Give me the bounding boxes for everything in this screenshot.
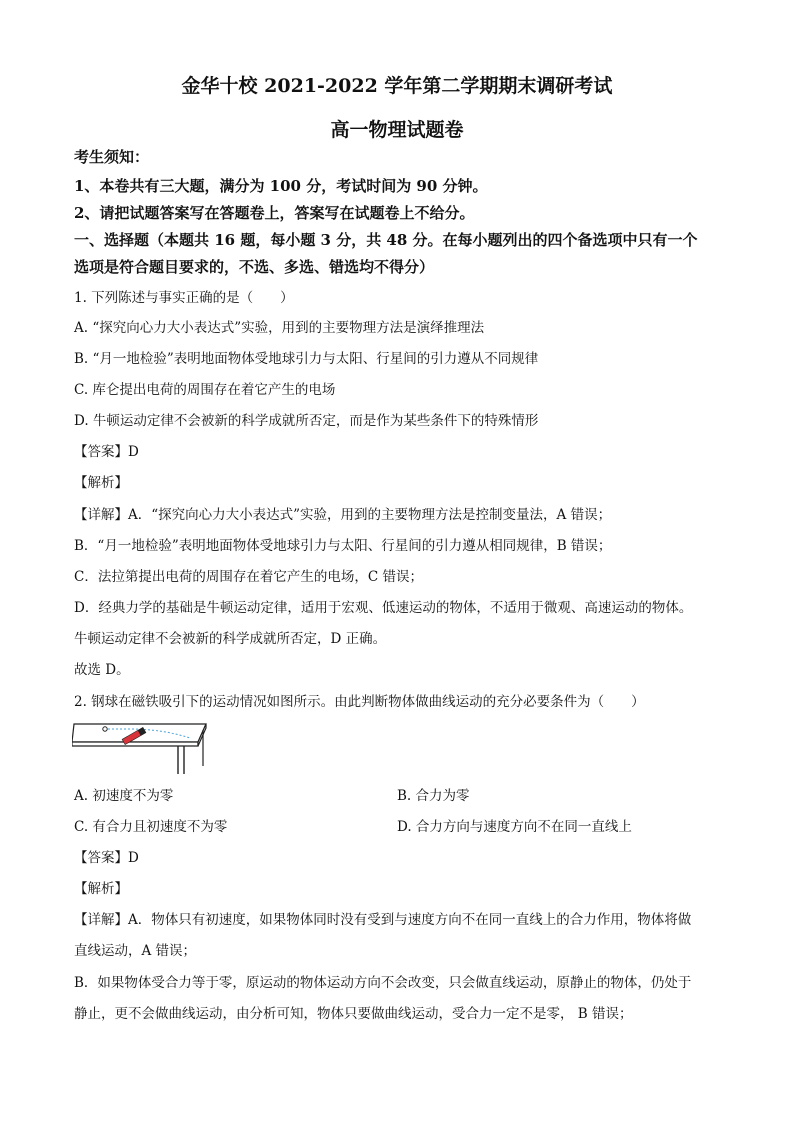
q2-option-d: D. 合力方向与速度方向不在同一直线上: [397, 819, 632, 835]
q1-analysis-label: 【解析】: [74, 475, 128, 491]
q1-option-a: A. “探究向心力大小表达式”实验，用到的主要物理方法是演绎推理法: [74, 320, 485, 336]
q1-conclusion: 故选 D。: [74, 662, 130, 678]
q2-stem: 2. 钢球在磁铁吸引下的运动情况如图所示。由此判断物体做曲线运动的充分必要条件为（ ）: [74, 694, 645, 710]
q1-option-b: B. “月一地检验”表明地面物体受地球引力与太阳、行星间的引力遵从不同规律: [74, 351, 539, 367]
q1-detail-d-line1: D．经典力学的基础是牛顿运动定律，适用于宏观、低速运动的物体，不适用于微观、高速运动的物体。: [74, 600, 693, 616]
q2-option-a: A. 初速度不为零: [74, 788, 174, 804]
section-1-intro-line2: 选项是符合题目要求的，不选、多选、错选均不得分）: [74, 258, 435, 276]
q1-detail-c: C．法拉第提出电荷的周围存在着它产生的电场，C 错误；: [74, 569, 423, 585]
q1-answer: 【答案】D: [74, 444, 139, 460]
q1-stem: 1. 下列陈述与事实正确的是（ ）: [74, 290, 294, 306]
q2-option-b: B. 合力为零: [397, 788, 470, 804]
q2-detail-b-line2: 静止，更不会做曲线运动，由分析可知，物体只要做曲线运动，受合力一定不是零， B 错误；: [74, 1006, 633, 1022]
q2-detail-a-line1: 【详解】A．物体只有初速度，如果物体同时没有受到与速度方向不在同一直线上的合力作用，物体将做: [74, 912, 692, 928]
q2-analysis-label: 【解析】: [74, 881, 128, 897]
q1-option-c: C. 库仑提出电荷的周围存在着它产生的电场: [74, 382, 336, 398]
q1-detail-a: 【详解】A．“探究向心力大小表达式”实验，用到的主要物理方法是控制变量法，A 错误；: [74, 507, 612, 523]
notice-heading: 考生须知：: [74, 148, 150, 166]
exam-title: 金华十校 2021-2022 学年第二学期期末调研考试: [181, 75, 613, 97]
q2-detail-a-line2: 直线运动，A 错误；: [74, 943, 197, 959]
q1-option-d: D. 牛顿运动定律不会被新的科学成就所否定，而是作为某些条件下的特殊情形: [74, 413, 539, 429]
notice-item-2: 2、请把试题答案写在答题卷上，答案写在试题卷上不给分。: [74, 204, 475, 222]
q1-detail-b: B．“月一地检验”表明地面物体受地球引力与太阳、行星间的引力遵从相同规律，B 错误；: [74, 538, 612, 554]
magnet-table-figure: [72, 718, 222, 776]
q1-detail-d-line2: 牛顿运动定律不会被新的科学成就所否定，D 正确。: [74, 631, 387, 647]
notice-item-1: 1、本卷共有三大题，满分为 100 分，考试时间为 90 分钟。: [74, 177, 488, 195]
q2-answer: 【答案】D: [74, 850, 139, 866]
q2-option-c: C. 有合力且初速度不为零: [74, 819, 228, 835]
steel-ball: [103, 727, 107, 731]
table-edge: [72, 742, 198, 746]
q2-detail-b-line1: B．如果物体受合力等于零，原运动的物体运动方向不会改变，只会做直线运动，原静止的物体，仍处于: [74, 975, 692, 991]
exam-subtitle: 高一物理试题卷: [330, 119, 464, 141]
section-1-intro-line1: 一、选择题（本题共 16 题，每小题 3 分，共 48 分。在每小题列出的四个备选项中只有一个: [74, 231, 698, 249]
